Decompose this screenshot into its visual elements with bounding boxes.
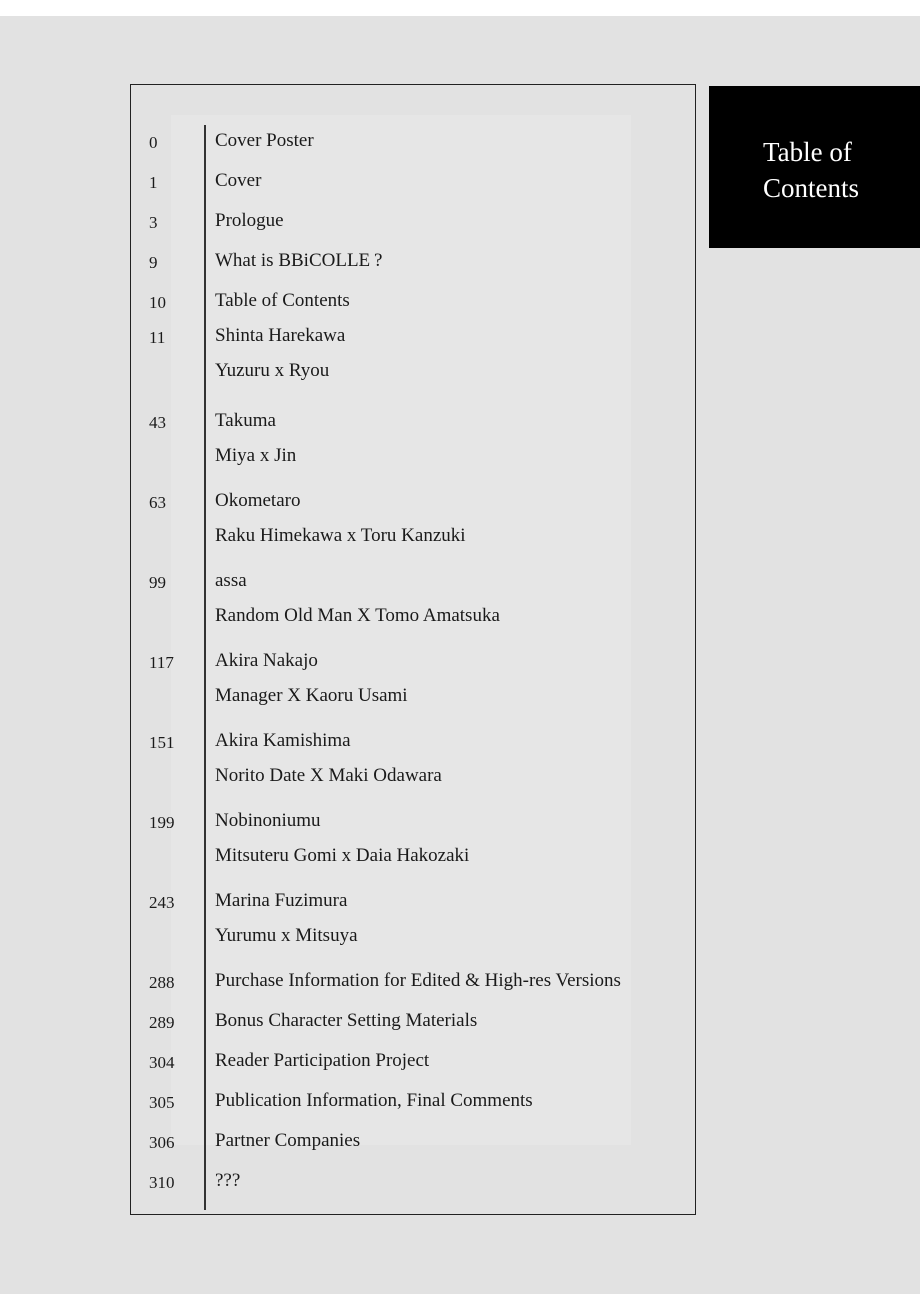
toc-entry-title: Reader Participation Project [215,1050,430,1071]
toc-page-number: 289 [149,1013,175,1032]
toc-entry-title: Prologue [215,210,284,231]
toc-page-number: 99 [149,573,166,592]
title-block [709,86,920,248]
toc-entry-title: Bonus Character Setting Materials [215,1010,478,1031]
toc-entry-title: Table of Contents [215,290,350,311]
toc-entry-title: What is BBiCOLLE ? [215,250,383,271]
toc-entry-subtitle: Raku Himekawa x Toru Kanzuki [215,525,466,546]
toc-entry-subtitle: Manager X Kaoru Usami [215,685,408,706]
page-title-line-1: Table of [763,137,852,167]
toc-page-number: 3 [149,213,158,232]
page-title-line-2: Contents [763,173,860,203]
toc-page-number: 0 [149,133,158,152]
toc-divider-line [204,125,206,1210]
toc-entry-title: assa [215,570,247,591]
toc-entry-title: Purchase Information for Edited & High-res Versions [215,970,621,991]
toc-entry-title: ??? [215,1170,241,1191]
toc-entry-subtitle: Yurumu x Mitsuya [215,925,358,946]
toc-page-number: 63 [149,493,166,512]
toc-page-number: 305 [149,1093,175,1112]
toc-entry-subtitle: Mitsuteru Gomi x Daia Hakozaki [215,845,470,866]
toc-entry-title: Okometaro [215,490,301,511]
toc-entry-title: Publication Information, Final Comments [215,1090,533,1111]
toc-page-number: 10 [149,293,166,312]
toc-entry-title: Shinta Harekawa [215,325,346,346]
toc-page-number: 288 [149,973,175,992]
toc-page-number: 9 [149,253,158,272]
toc-page-number: 1 [149,173,158,192]
toc-page-number: 43 [149,413,166,432]
page-title [763,134,859,206]
toc-page-number: 243 [149,893,175,912]
toc-entry-subtitle: Random Old Man X Tomo Amatsuka [215,605,500,626]
toc-page-number: 310 [149,1173,175,1192]
toc-entry-title: Cover Poster [215,130,314,151]
toc-entry-title: Akira Kamishima [215,730,351,751]
toc-entry-subtitle: Miya x Jin [215,445,297,466]
toc-page-number: 199 [149,813,175,832]
toc-entry-subtitle: Norito Date X Maki Odawara [215,765,442,786]
toc-entry-title: Marina Fuzimura [215,890,348,911]
toc-entry-subtitle: Yuzuru x Ryou [215,360,330,381]
toc-page-number: 117 [149,653,174,672]
table-of-contents-box [130,84,696,1215]
toc-entry-title: Partner Companies [215,1130,361,1151]
toc-page-number: 151 [149,733,175,752]
toc-entry-title: Cover [215,170,262,191]
toc-entry-title: Takuma [215,410,276,431]
toc-page-number: 306 [149,1133,175,1152]
toc-page-number: 304 [149,1053,175,1072]
toc-entry-title: Nobinoniumu [215,810,321,831]
toc-entry-title: Akira Nakajo [215,650,318,671]
toc-page-number: 11 [149,328,166,347]
